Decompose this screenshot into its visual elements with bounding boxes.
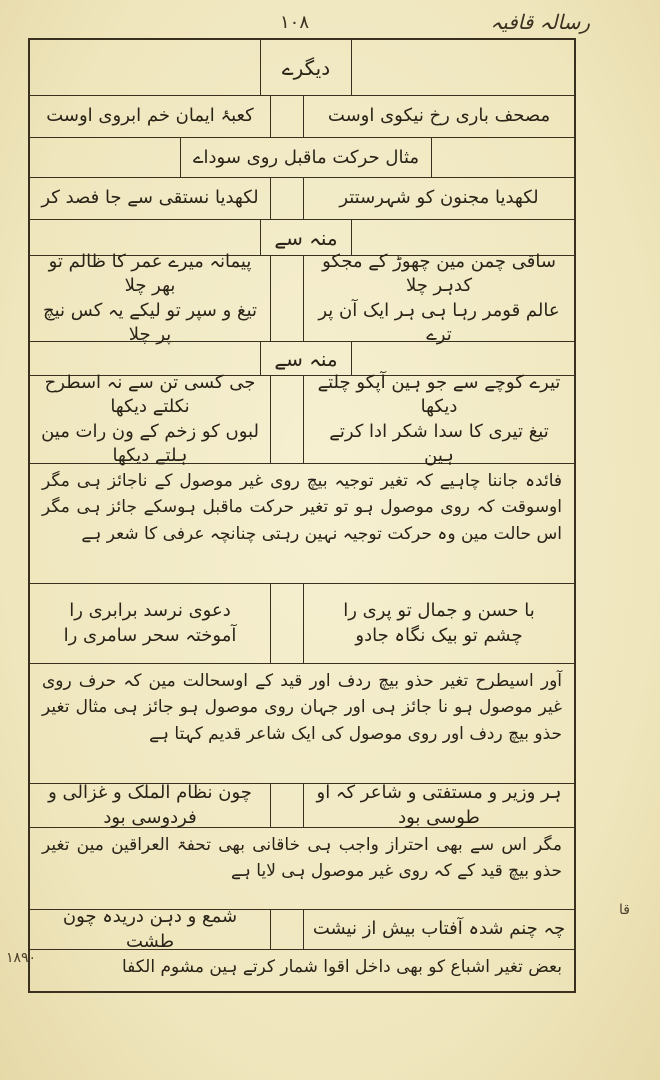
verse-line: آموختہ سحر سامری را: [63, 624, 237, 646]
couplet-left: [30, 584, 270, 663]
couplet-row-5: [30, 584, 574, 664]
prose-row-3: [30, 828, 574, 910]
prose-paragraph: بعض تغیر اشباع کو بھی داخل اقوا شمار کرتے ہین مشوم الکفا: [121, 957, 562, 977]
prose-row-2: [30, 664, 574, 784]
couplet-divider: [270, 376, 304, 463]
couplet-left: شمع و دہن دریدہ چون طشت: [62, 906, 238, 952]
couplet-row-1: [30, 96, 574, 138]
heading-row-1: [30, 40, 574, 96]
verse-line: ساقی چمن مین چھوڑ کے مجکو کدہر چلا: [322, 250, 556, 297]
page-number: ۱۰۸: [280, 12, 310, 33]
couplet-row-7: [30, 906, 574, 952]
couplet-left: چون نظام الملک و غزالی و فردوسی بود: [48, 782, 252, 828]
couplet-left: لکھدیا نستقی سے جا فصد کر: [41, 187, 259, 209]
verse-line: چشم تو بیک نگاہ جادو: [355, 624, 523, 646]
couplet-row-6: [30, 784, 574, 828]
verse-line: عالم قومر رہا ہی ہر ایک آن پر ترے: [318, 299, 560, 345]
couplet-row-3: [30, 250, 574, 345]
prose-paragraph: مگر اس سے بھی احتراز واجب ہی خاقانی بھی تحفۃ العراقین مین تغیر حذو بیچ قید کے کہ روی غیر موصول ہی لایا ہے: [42, 835, 562, 882]
prose-row-1: [30, 464, 574, 584]
couplet-divider: [270, 96, 304, 137]
prose-paragraph: آور اسیطرح تغیر حذو بیچ ردف اور قید کے اوسحالت مین کہ حرف روی غیر موصول ہو نا جائز ہی اور جہان روی موصول ہو جائز ہی مثال تغیر حذو بیچ ردف اور روی موصول کی ایک شاعر قدیم کہتا ہے: [42, 671, 562, 744]
couplet-divider: [270, 584, 304, 663]
couplet-divider: [270, 910, 304, 949]
couplet-left: [30, 371, 270, 466]
verse-line: تیغ و سپر تو لیکے یہ کس نیچ پر چلا: [42, 299, 258, 345]
page-header: [30, 8, 590, 38]
section-heading: دیگرے: [260, 40, 352, 95]
margin-note-right: قا: [619, 902, 630, 918]
verse-line: با حسن و جمال تو پری را: [343, 600, 535, 622]
verse-line: پیمانہ میرے عمر کا ظالم تو بھر چلا: [48, 250, 252, 297]
text-frame: [28, 38, 576, 993]
couplet-row-2: [30, 178, 574, 220]
couplet-right: مصحف باری رخ نیکوی اوست: [327, 105, 551, 127]
couplet-right: [304, 584, 574, 663]
example-line: مثال حرکت ماقبل روی سوداے: [180, 138, 432, 177]
verse-line: تیغ تیری کا سدا شکر ادا کرتے ہین: [329, 420, 549, 466]
example-row-1: [30, 138, 574, 178]
couplet-row-4: [30, 371, 574, 466]
section-heading: منہ سے: [260, 342, 352, 375]
verse-line: جی کسی تن سے نہ اسطرح نکلتے دیکھا: [44, 371, 256, 418]
verse-line: دعوی نرسد برابری را: [69, 600, 231, 622]
couplet-left: کعبۂ ایمان خم ابروی اوست: [46, 105, 254, 127]
couplet-right: [304, 371, 574, 466]
couplet-right: ہر وزیر و مستفتی و شاعر کہ او طوسی بود: [316, 782, 562, 828]
couplet-right: [304, 250, 574, 345]
section-heading: منہ سے: [260, 220, 352, 255]
couplet-right: لکھدیا مجنون کو شہرستتر: [339, 187, 539, 209]
prose-paragraph: فائدہ جاننا چاہیے کہ تغیر توجیہ بیچ روی غیر موصول کے ناجائز ہی مگر اوسوقت کہ روی موصول ہو تو تغیر حرکت ماقبل ہوسکے جائز ہی مگر اس حالت مین وہ حرکت توجیہ نہین رہتی چنانچہ عرفی کا شعر ہے: [42, 471, 562, 544]
couplet-right: چہ چنم شدہ آفتاب بیش از نیشت: [312, 918, 566, 940]
running-title: رسالہ قافیہ: [490, 10, 590, 34]
verse-line: لبوں کو زخم کے ون رات مین ہلتے دیکھا: [41, 420, 259, 466]
prose-row-4: [30, 950, 574, 991]
verse-line: تیرے کوچے سے جو ہین آپکو چلتے دیکھا: [317, 371, 561, 418]
couplet-divider: [270, 784, 304, 827]
couplet-left: [30, 250, 270, 345]
couplet-divider: [270, 178, 304, 219]
couplet-divider: [270, 256, 304, 341]
margin-note-left: ۱۸۹۰: [6, 950, 37, 966]
